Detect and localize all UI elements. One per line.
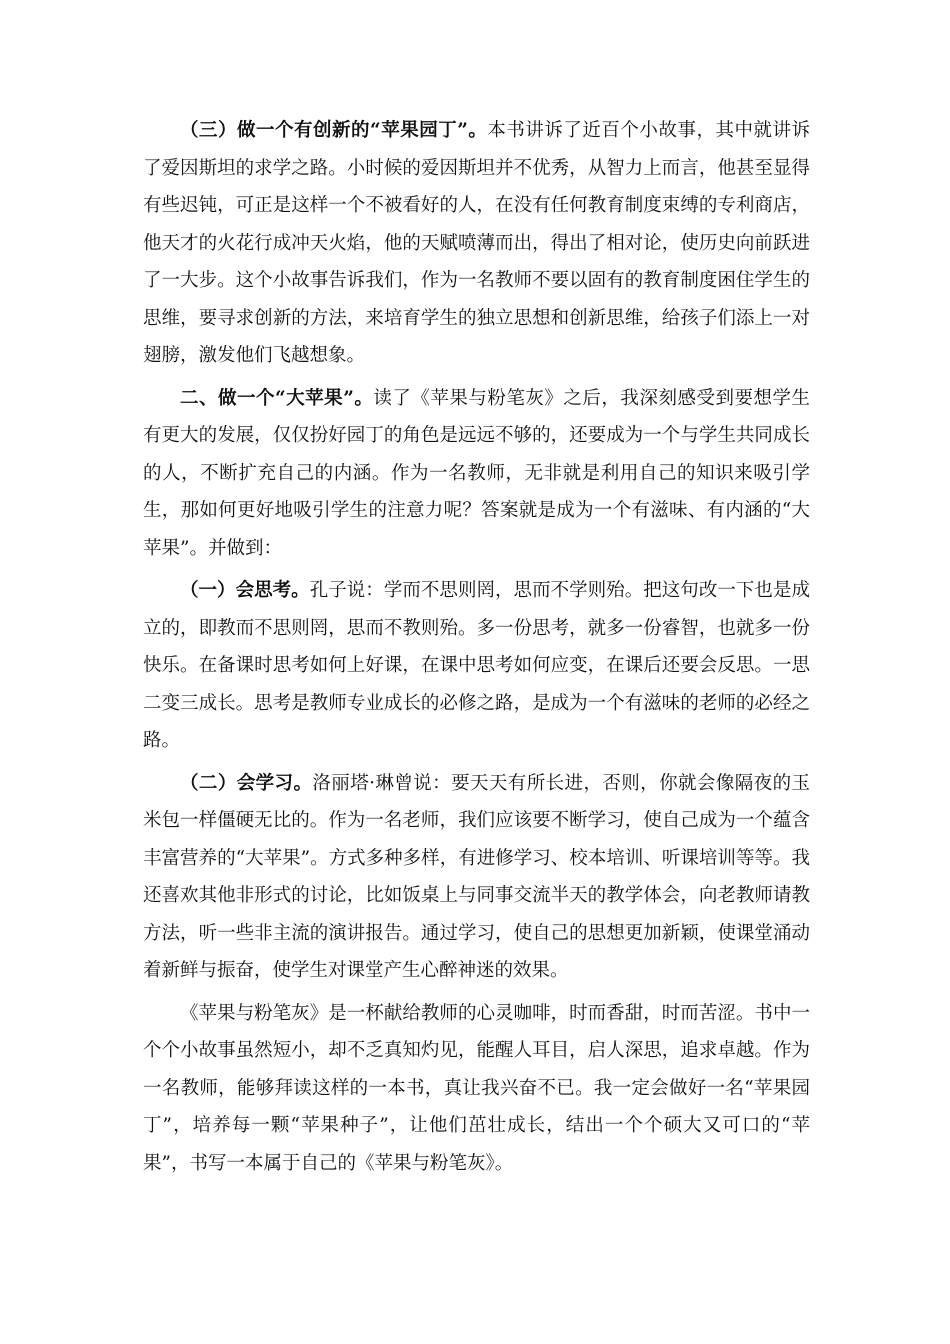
paragraph-heading: （二）会学习。 — [180, 772, 313, 794]
paragraph-heading: （三）做一个有创新的“苹果园丁”。 — [180, 120, 488, 141]
paragraph-thinking — [143, 572, 810, 760]
paragraph-learning — [143, 765, 810, 990]
paragraph-big-apple — [143, 380, 810, 568]
paragraph-heading: 二、做一个“大苹果”。 — [180, 387, 374, 409]
paragraph-body: 本书讲诉了近百个小故事，其中就讲诉了爱因斯坦的求学之路。小时候的爱因斯坦并不优秀，从智力上而言，他甚至显得有些迟钝，可正是这样一个不被看好的人，在没有任何教育制度束缚的专利商店，他天才的火花行成冲天火焰，他的天赋喷薄而出，得出了相对论，使历史向前跃进了一大步。这个小故事告诉我们，作为一名教师不要以固有的教育制度困住学生的思维，要寻求创新的方法，来培育学生的独立思想和创新思维，给孩子们添上一对翅膀，激发他们飞越想象。 — [143, 120, 810, 366]
document-page — [143, 112, 810, 1182]
paragraph-body: 读了《苹果与粉笔灰》之后，我深刻感受到要想学生有更大的发展，仅仅扮好园丁的角色是远远不够的，还要成为一个与学生共同成长的人，不断扩充自己的内涵。作为一名教师，无非就是利用自己的知识来吸引学生，那如何更好地吸引学生的注意力呢？答案就是成为一个有滋味、有内涵的“大苹果”。并做到： — [143, 387, 810, 559]
paragraph-body: 《苹果与粉笔灰》是一杯献给教师的心灵咖啡，时而香甜，时而苦涩。书中一个个小故事虽然短小，却不乏真知灼见，能醒人耳目，启人深思，追求卓越。作为一名教师，能够拜读这样的一本书，真让我兴奋不已。我一定会做好一名“苹果园丁”，培养每一颗“苹果种子”，让他们茁壮成长，结出一个个硕大又可口的“苹果”，书写一本属于自己的《苹果与粉笔灰》。 — [143, 1002, 810, 1174]
paragraph-conclusion — [143, 995, 810, 1183]
paragraph-innovative-gardener — [143, 112, 810, 375]
paragraph-body: 洛丽塔·琳曾说：要天天有所长进，否则，你就会像隔夜的玉米包一样僵硬无比的。作为一名老师，我们应该要不断学习，使自己成为一个蕴含丰富营养的“大苹果”。方式多种多样，有进修学习、校本培训、听课培训等等。我还喜欢其他非形式的讨论，比如饭桌上与同事交流半天的教学体会，向老教师请教方法，听一些非主流的演讲报告。通过学习，使自己的思想更加新颖，使课堂涌动着新鲜与振奋，使学生对课堂产生心醉神迷的效果。 — [143, 772, 810, 981]
paragraph-heading: （一）会思考。 — [180, 580, 310, 601]
paragraph-body: 孔子说：学而不思则罔，思而不学则殆。把这句改一下也是成立的，即教而不思则罔，思而不教则殆。多一份思考，就多一份睿智，也就多一份快乐。在备课时思考如何上好课，在课中思考如何应变，在课后还要会反思。一思二变三成长。思考是教师专业成长的必修之路，是成为一个有滋味的老师的必经之路。 — [143, 580, 810, 751]
